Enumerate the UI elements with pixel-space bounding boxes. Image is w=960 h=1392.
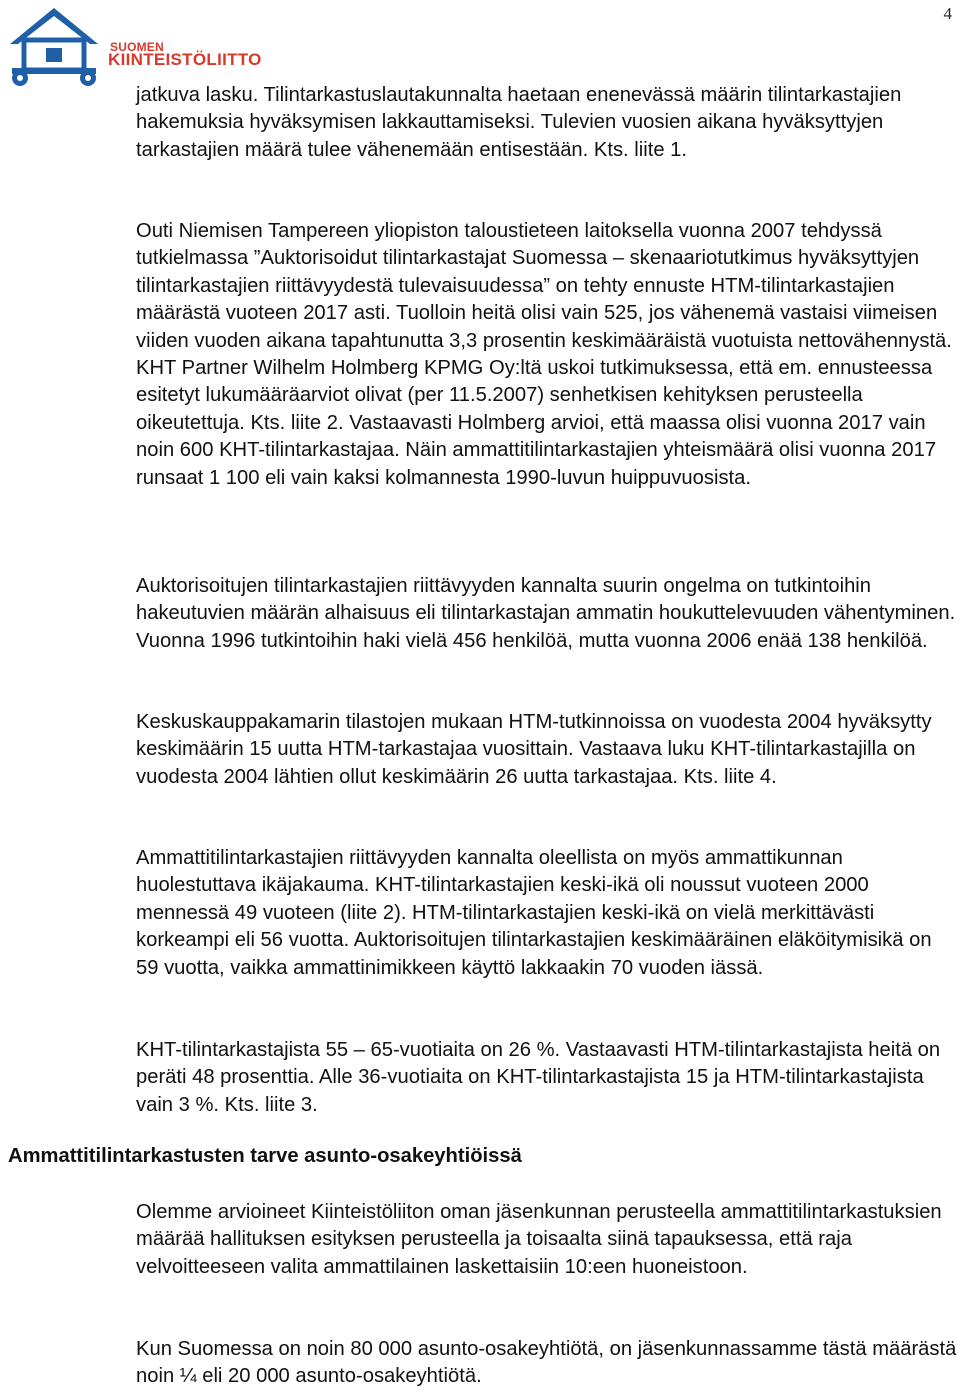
kiinteistoliitto-logo — [6, 2, 276, 88]
logo-small-text: SUOMEN — [110, 40, 164, 54]
house-logo-icon — [6, 2, 106, 88]
logo-main-text: KIINTEISTÖLIITTO — [108, 50, 262, 69]
paragraph: Kun Suomessa on noin 80 000 asunto-osakeyhtiötä, on jäsenkunnassamme tästä määrästä noin ¼ eli 20 000 asunto-osakeyhtiötä. — [136, 1338, 957, 1388]
paragraph: KHT-tilintarkastajista 55 – 65-vuotiaita on 26 %. Vastaavasti HTM-tilintarkastajista heitä on peräti 48 prosenttia. Alle 36-vuotiaita on KHT-tilintarkastajista 15 ja HTM-tilintarkastajista vain 3 %. Kts. liite 3. — [136, 1039, 941, 1116]
page-number: 4 — [943, 4, 952, 23]
paragraph: Outi Niemisen Tampereen yliopiston taloustieteen laitoksella vuonna 2007 tehdyssä tutkielmassa ”Auktorisoidut tilintarkastajat Suomessa – skenaariotutkimus hyväksyttyjen tilintarkastajien riittävyydestä tulevaisuudessa” on tehty ennuste HTM-tilintarkastajien määrästä vuoteen 2017 asti. Tuolloin heitä olisi vain 525, jos vähenemä vastaisi viimeisen viiden vuoden aikana tapahtunutta 3,3 prosentin keskimääräistä vuotuista nettovähennystä. KHT Partner Wilhelm Holmberg KPMG Oy:ltä uskoi tutkimuksessa, että em. ennusteessa esitetyt lukumääräarviot olivat (per 11.5.2007) senhetkisen kehityksen perusteella oikeutettuja. Kts. liite 2. Vastaavasti Holmberg arvioi, että maassa olisi vuonna 2017 vain noin 600 KHT-tilintarkastajaa. Näin ammattitilintarkastajien yhteismäärä olisi vuonna 2017 runsaat 1 100 eli vain kaksi kolmannesta 1990-luvun huippuvuosista. — [136, 220, 952, 489]
paragraph: Auktorisoitujen tilintarkastajien riittävyyden kannalta suurin ongelma on tutkintoihin hakeutuvien määrän alhaisuus eli tilintarkastajan ammatin houkuttelevuuden vähentyminen. Vuonna 1996 tutkintoihin haki vielä 456 henkilöä, mutta vuonna 2006 enää 138 henkilöä. — [136, 575, 956, 652]
paragraph: Olemme arvioineet Kiinteistöliiton oman jäsenkunnan perusteella ammattitilintarkastuksien määrää hallituksen esityksen perusteella ja toisaalta siinä tapauksessa, että raja velvoitteeseen valita ammattilainen laskettaisiin 10:een huoneistoon. — [136, 1201, 942, 1278]
section-heading: Ammattitilintarkastusten tarve asunto-osakeyhtiöissä — [8, 1145, 522, 1167]
paragraph: jatkuva lasku. Tilintarkastuslautakunnalta haetaan enenevässä määrin tilintarkastajien hakemuksia hyväksymisen lakkauttamiseksi. Tulevien vuosien aikana hyväksyttyjen tarkastajien määrä tulee vähenemään entisestään. Kts. liite 1. — [136, 84, 902, 161]
paragraph: Ammattitilintarkastajien riittävyyden kannalta oleellista on myös ammattikunnan huolestuttava ikäjakauma. KHT-tilintarkastajien keski-ikä oli noussut vuoteen 2000 mennessä 49 vuoteen (liite 2). HTM-tilintarkastajien keski-ikä on vielä merkittävästi korkeampi eli 56 vuotta. Auktorisoitujen tilintarkastajien keskimääräinen eläköitymisikä on 59 vuotta, vaikka ammattinimikkeen käyttö lakkaakin 70 vuoden iässä. — [136, 847, 932, 979]
paragraph: Keskuskauppakamarin tilastojen mukaan HTM-tutkinnoissa on vuodesta 2004 hyväksytty keskimäärin 15 uutta HTM-tarkastajaa vuosittain. Vastaava luku KHT-tilintarkastajilla on vuodesta 2004 lähtien ollut keskimäärin 26 uutta tarkastajaa. Kts. liite 4. — [136, 711, 932, 788]
